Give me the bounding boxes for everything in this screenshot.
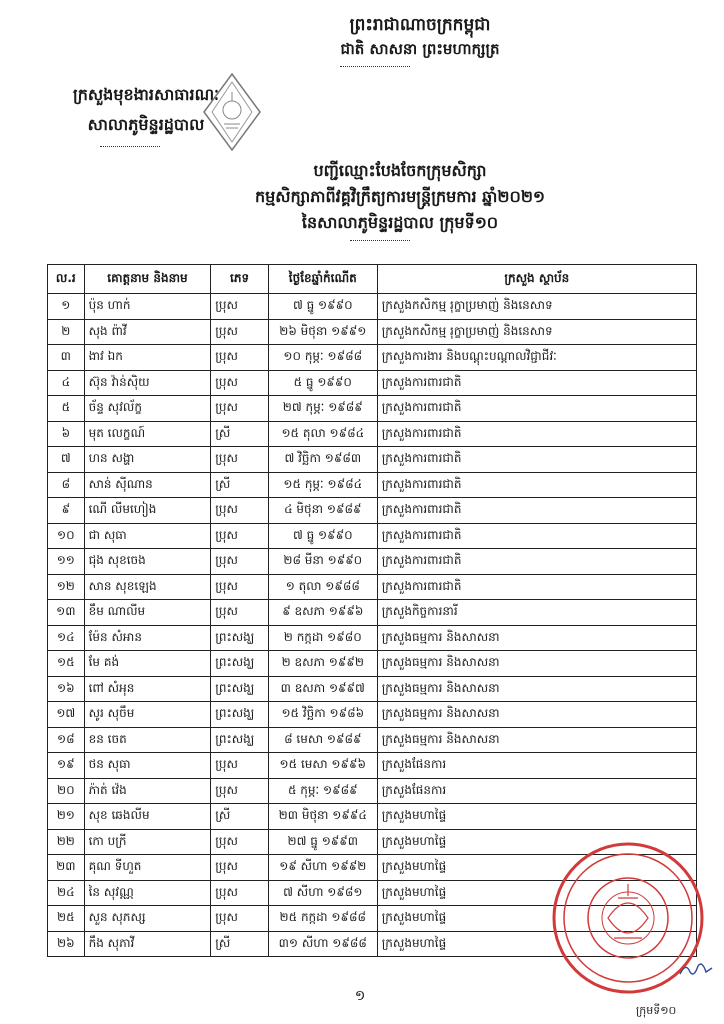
column-header-institution: ក្រសួង ស្ថាប័ន xyxy=(377,265,696,294)
column-header-number: ល.រ xyxy=(48,265,85,294)
name-cell: ពៅ សំអុន xyxy=(84,676,211,702)
table-row xyxy=(48,702,697,728)
ornament-divider xyxy=(350,240,410,241)
sex-cell: ព្រះសង្ឃ xyxy=(211,702,269,728)
birthdate-cell: ២៣ មិថុនា ១៩៩៤ xyxy=(268,804,377,830)
name-cell: សូរ សុចឹម xyxy=(84,702,211,728)
column-header-name: គោត្តនាម និងនាម xyxy=(84,265,211,294)
name-cell: ខន ចេត xyxy=(84,727,211,753)
institution-cell: ក្រសួងការពារជាតិ xyxy=(377,523,696,549)
table-header-row xyxy=(48,265,697,294)
institution-cell: ក្រសួងមហាផ្ទៃ xyxy=(377,931,696,957)
institution-cell: ក្រសួងកសិកម្ម រុក្ខាប្រមាញ់ និងនេសាទ xyxy=(377,319,696,345)
institution-cell: ក្រសួងកិច្ចការនារី xyxy=(377,600,696,626)
row-number-cell: ២៥ xyxy=(48,906,85,932)
row-number-cell: ២២ xyxy=(48,829,85,855)
document-title: បញ្ជីឈ្មោះបែងចែកក្រុមសិក្សា xyxy=(313,161,487,180)
birthdate-cell: ២៨ មីនា ១៩៩០ xyxy=(268,549,377,575)
row-number-cell: ២៦ xyxy=(48,931,85,957)
row-number-cell: ៧ xyxy=(48,447,85,473)
row-number-cell: ១០ xyxy=(48,523,85,549)
name-cell: កឹង សុភាវី xyxy=(84,931,211,957)
birthdate-cell: ២៦ មិថុនា ១៩៩១ xyxy=(268,319,377,345)
column-header-birthdate: ថ្ងៃខែឆ្នាំកំណើត xyxy=(268,265,377,294)
institution-cell: ក្រសួងធម្មការ និងសាសនា xyxy=(377,727,696,753)
birthdate-cell: ២៧ កុម្ភៈ ១៩៨៩ xyxy=(268,396,377,422)
birthdate-cell: ២៥ កក្កដា ១៩៨៨ xyxy=(268,906,377,932)
institution-cell: ក្រសួងមហាផ្ទៃ xyxy=(377,829,696,855)
institution-cell: ក្រសួងការពារជាតិ xyxy=(377,421,696,447)
sex-cell: ប្រុស xyxy=(211,370,269,396)
birthdate-cell: ៤ មិថុនា ១៩៨៩ xyxy=(268,498,377,524)
row-number-cell: ១៦ xyxy=(48,676,85,702)
table-row xyxy=(48,574,697,600)
birthdate-cell: ៣ ឧសភា ១៩៩៧ xyxy=(268,676,377,702)
sex-cell: ស្រី xyxy=(211,931,269,957)
table-row xyxy=(48,345,697,371)
row-number-cell: ៨ xyxy=(48,472,85,498)
birthdate-cell: ៧ សីហា ១៩៨១ xyxy=(268,880,377,906)
institution-cell: ក្រសួងមហាផ្ទៃ xyxy=(377,880,696,906)
sex-cell: ប្រុស xyxy=(211,294,269,320)
table-row xyxy=(48,676,697,702)
sex-cell: ប្រុស xyxy=(211,523,269,549)
sex-cell: ប្រុស xyxy=(211,829,269,855)
sex-cell: ប្រុស xyxy=(211,447,269,473)
group-label: ក្រុមទី១០ xyxy=(636,1004,677,1017)
birthdate-cell: ៧ ធ្នូ ១៩៩០ xyxy=(268,523,377,549)
table-row xyxy=(48,370,697,396)
sex-cell: ព្រះសង្ឃ xyxy=(211,676,269,702)
document-group-title: នៃសាលាភូមិន្ទរដ្ឋបាល ក្រុមទី១០ xyxy=(301,213,499,232)
sex-cell: ប្រុស xyxy=(211,345,269,371)
birthdate-cell: ១៩ សីហា ១៩៩២ xyxy=(268,855,377,881)
name-cell: គុណ ទីហួត xyxy=(84,855,211,881)
institution-cell: ក្រសួងការពារជាតិ xyxy=(377,549,696,575)
row-number-cell: ៩ xyxy=(48,498,85,524)
sex-cell: ស្រី xyxy=(211,804,269,830)
table-row xyxy=(48,472,697,498)
institution-cell: ក្រសួងការពារជាតិ xyxy=(377,370,696,396)
birthdate-cell: ២ កក្កដា ១៩៨០ xyxy=(268,625,377,651)
ministry-name: ក្រសួងមុខងារសាធារណៈ xyxy=(73,85,219,104)
row-number-cell: ១២ xyxy=(48,574,85,600)
name-cell: នៃ សុវណ្ណ xyxy=(84,880,211,906)
institution-cell: ក្រសួងមហាផ្ទៃ xyxy=(377,906,696,932)
sex-cell: ប្រុស xyxy=(211,880,269,906)
sex-cell: ប្រុស xyxy=(211,549,269,575)
page-number: ១ xyxy=(354,988,366,1004)
name-cell: សុង ព៉ាវី xyxy=(84,319,211,345)
birthdate-cell: ១០ កុម្ភៈ ១៩៨៨ xyxy=(268,345,377,371)
institution-cell: ក្រសួងធម្មការ និងសាសនា xyxy=(377,625,696,651)
row-number-cell: ១៨ xyxy=(48,727,85,753)
institution-cell: ក្រសួងផែនការ xyxy=(377,753,696,779)
sex-cell: ព្រះសង្ឃ xyxy=(211,625,269,651)
name-cell: ជុង សុខចេង xyxy=(84,549,211,575)
row-number-cell: ២៤ xyxy=(48,880,85,906)
ornament-divider xyxy=(340,66,410,67)
name-cell: ប៉ុន ហាក់ xyxy=(84,294,211,320)
name-cell: មុត លេក្ខណ៍ xyxy=(84,421,211,447)
name-cell: ស៊ុន វ៉ាន់ស៊ិយ xyxy=(84,370,211,396)
birthdate-cell: ១៥ កុម្ភៈ ១៩៨៤ xyxy=(268,472,377,498)
row-number-cell: ៦ xyxy=(48,421,85,447)
table-row xyxy=(48,498,697,524)
table-row xyxy=(48,549,697,575)
name-cell: ណើ លីមហៀង xyxy=(84,498,211,524)
birthdate-cell: ៥ កុម្ភៈ ១៩៨៩ xyxy=(268,778,377,804)
row-number-cell: ១៧ xyxy=(48,702,85,728)
row-number-cell: ២ xyxy=(48,319,85,345)
national-motto: ជាតិ សាសនា ព្រះមហាក្សត្រ xyxy=(340,40,500,58)
table-row xyxy=(48,447,697,473)
name-cell: មែ គង់ xyxy=(84,651,211,677)
table-row xyxy=(48,294,697,320)
row-number-cell: ១១ xyxy=(48,549,85,575)
sex-cell: ប្រុស xyxy=(211,396,269,422)
institution-cell: ក្រសួងផែនការ xyxy=(377,778,696,804)
institution-cell: ក្រសួងការពារជាតិ xyxy=(377,498,696,524)
name-cell: កោ បក្រី xyxy=(84,829,211,855)
column-header-sex: ភេទ xyxy=(211,265,269,294)
sex-cell: ព្រះសង្ឃ xyxy=(211,651,269,677)
institution-cell: ក្រសួងមហាផ្ទៃ xyxy=(377,855,696,881)
table-row xyxy=(48,651,697,677)
row-number-cell: ២៣ xyxy=(48,855,85,881)
birthdate-cell: ៧ ធ្នូ ១៩៩០ xyxy=(268,294,377,320)
birthdate-cell: ២ ឧសភា ១៩៩២ xyxy=(268,651,377,677)
sex-cell: ព្រះសង្ឃ xyxy=(211,727,269,753)
name-cell: ច័ន្ទ សុវល័ក្ខ xyxy=(84,396,211,422)
name-cell: ហន សង្ហា xyxy=(84,447,211,473)
name-cell: សាន សុខឡេង xyxy=(84,574,211,600)
birthdate-cell: ៨ មេសា ១៩៨៩ xyxy=(268,727,377,753)
row-number-cell: ៥ xyxy=(48,396,85,422)
birthdate-cell: ១ តុលា ១៩៨៨ xyxy=(268,574,377,600)
name-cell: ខឹម ណាលីម xyxy=(84,600,211,626)
row-number-cell: ១៤ xyxy=(48,625,85,651)
row-number-cell: ១៣ xyxy=(48,600,85,626)
table-row xyxy=(48,727,697,753)
sex-cell: ស្រី xyxy=(211,421,269,447)
row-number-cell: ២១ xyxy=(48,804,85,830)
name-cell: ម៉ែន សំអាន xyxy=(84,625,211,651)
table-row xyxy=(48,600,697,626)
document-subtitle: កម្មសិក្សាភាពីវគ្គវិក្រឹត្យការមន្ត្រីក្រមការ ឆ្នាំ២០២១ xyxy=(254,187,546,206)
row-number-cell: ១ xyxy=(48,294,85,320)
sex-cell: ប្រុស xyxy=(211,498,269,524)
row-number-cell: ៣ xyxy=(48,345,85,371)
institution-cell: ក្រសួងធម្មការ និងសាសនា xyxy=(377,676,696,702)
sex-cell: ប្រុស xyxy=(211,753,269,779)
birthdate-cell: ១៥ មេសា ១៩៩៦ xyxy=(268,753,377,779)
sex-cell: ប្រុស xyxy=(211,906,269,932)
table-row xyxy=(48,523,697,549)
sex-cell: ប្រុស xyxy=(211,855,269,881)
birthdate-cell: ៩ ឧសភា ១៩៩៦ xyxy=(268,600,377,626)
institution-cell: ក្រសួងមហាផ្ទៃ xyxy=(377,804,696,830)
institution-cell: ក្រសួងការពារជាតិ xyxy=(377,396,696,422)
signature-icon xyxy=(676,958,716,980)
institution-cell: ក្រសួងធម្មការ និងសាសនា xyxy=(377,702,696,728)
row-number-cell: ១៩ xyxy=(48,753,85,779)
birthdate-cell: ៧ វិច្ឆិកា ១៩៨៣ xyxy=(268,447,377,473)
institution-cell: ក្រសួងការពារជាតិ xyxy=(377,574,696,600)
birthdate-cell: ១៥ តុលា ១៩៨៤ xyxy=(268,421,377,447)
table-row xyxy=(48,319,697,345)
row-number-cell: ១៥ xyxy=(48,651,85,677)
table-row xyxy=(48,753,697,779)
name-cell: សុខ ឆេងលីម xyxy=(84,804,211,830)
name-cell: ភ៉ាត់ វ៉េង xyxy=(84,778,211,804)
sex-cell: ស្រី xyxy=(211,472,269,498)
ornament-divider xyxy=(100,146,160,147)
row-number-cell: ២០ xyxy=(48,778,85,804)
institution-cell: ក្រសួងកសិកម្ម រុក្ខាប្រមាញ់ និងនេសាទ xyxy=(377,294,696,320)
table-row xyxy=(48,778,697,804)
table-row xyxy=(48,804,697,830)
name-cell: សួន សុភស្ស xyxy=(84,906,211,932)
sex-cell: ប្រុស xyxy=(211,574,269,600)
name-cell: ថន សុធា xyxy=(84,753,211,779)
name-cell: ជា សុធា xyxy=(84,523,211,549)
school-name: សាលាភូមិន្ទរដ្ឋបាល xyxy=(87,115,205,134)
institution-cell: ក្រសួងការពារជាតិ xyxy=(377,472,696,498)
name-cell: សាន់ ស៊ីណាន xyxy=(84,472,211,498)
birthdate-cell: ២៧ ធ្នូ ១៩៩៣ xyxy=(268,829,377,855)
table-row xyxy=(48,421,697,447)
birthdate-cell: ៥ ធ្នូ ១៩៩០ xyxy=(268,370,377,396)
table-row xyxy=(48,625,697,651)
kingdom-heading: ព្រះរាជាណាចក្រកម្ពុជា xyxy=(349,15,491,35)
table-row xyxy=(48,396,697,422)
sex-cell: ប្រុស xyxy=(211,600,269,626)
name-cell: ងាវ ឯក xyxy=(84,345,211,371)
institution-cell: ក្រសួងការពារជាតិ xyxy=(377,447,696,473)
institution-cell: ក្រសួងធម្មការ និងសាសនា xyxy=(377,651,696,677)
school-emblem-icon xyxy=(202,72,262,152)
institution-cell: ក្រសួងការងារ និងបណ្តុះបណ្តាលវិជ្ជាជីវៈ xyxy=(377,345,696,371)
birthdate-cell: ១៥ វិច្ឆិកា ១៩៨៦ xyxy=(268,702,377,728)
birthdate-cell: ៣១ សីហា ១៩៨៨ xyxy=(268,931,377,957)
row-number-cell: ៤ xyxy=(48,370,85,396)
sex-cell: ប្រុស xyxy=(211,778,269,804)
sex-cell: ប្រុស xyxy=(211,319,269,345)
